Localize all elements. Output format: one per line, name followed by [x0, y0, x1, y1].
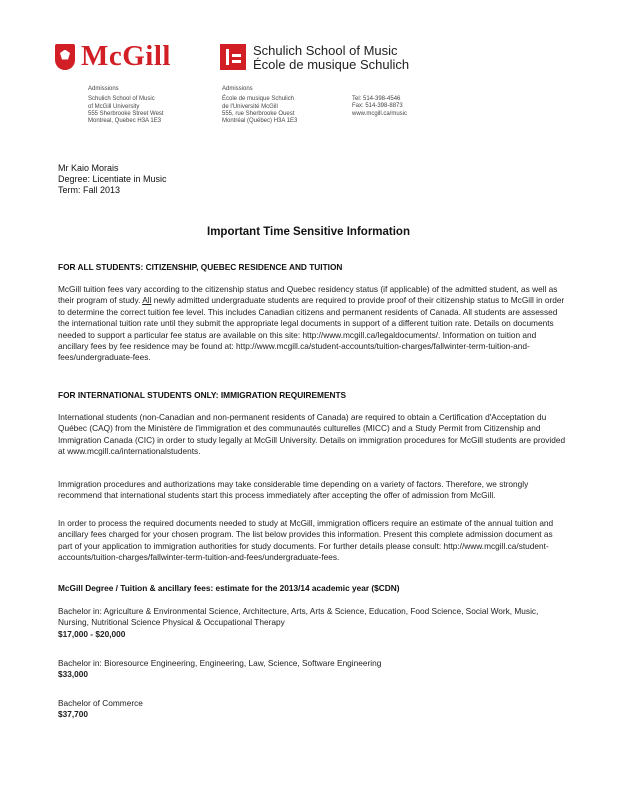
fee-programs: Bachelor in: Agriculture & Environmental Science, Architecture, Arts, Arts & Science, Education, Food Science, Social Work, Music, Nursing, Nutritional Science Physical & Occupational Therapy [58, 606, 539, 628]
document-title: Important Time Sensitive Information [207, 226, 410, 238]
fee-item [58, 658, 566, 681]
section-heading-immigration: FOR INTERNATIONAL STUDENTS ONLY: IMMIGRATION REQUIREMENTS [58, 390, 347, 400]
address-french: Admissions École de musique Schulich de l'Université McGill 555, rue Sherbrooke Ouest Montréal (Québec) H3A 1E3 [222, 86, 298, 125]
mcgill-crest-icon [55, 44, 75, 70]
all-emphasis: All [142, 295, 152, 306]
fee-amount: $37,700 [58, 709, 88, 720]
recipient-term: Term: Fall 2013 [58, 185, 121, 195]
recipient-name: Mr Kaio Morais [58, 163, 119, 173]
fee-amount: $17,000 - $20,000 [58, 628, 126, 639]
fee-item [58, 698, 566, 721]
schulich-name-en: Schulich School of Music [253, 43, 398, 58]
immigration-paragraph-3: In order to process the required documents needed to study at McGill, immigration officers require an estimate of the annual tuition and ancillary fees charged for your chosen program. The list below provides this information. Present this complete admission document as part of your application to immigration authorities for study documents. For further details please consult: http://www.mcgill.ca/student-accounts/tuition-charges/fallwinter-term-tuition-and-fees/undergraduate-fees. [58, 518, 554, 563]
mcgill-logo [55, 42, 171, 71]
schulich-mark-icon [220, 44, 246, 70]
immigration-paragraph-1: International students (non-Canadian and non-permanent residents of Canada) are required to obtain a Certification d'Acceptation du Québec (CAQ) from the Ministère de l'immigration et des communautés culturelles (MICC) and a Study Permit from Citizenship and Immigration Canada (CIC) in order to study legally at McGill University. Details on immigration procedures for McGill students are provided at www.mcgill.ca/internationalstudents. [58, 412, 566, 457]
schulich-name-fr: École de musique Schulich [253, 57, 410, 72]
section-heading-citizenship: FOR ALL STUDENTS: CITIZENSHIP, QUEBEC RESIDENCE AND TUITION [58, 262, 343, 272]
fee-programs: Bachelor of Commerce [58, 698, 143, 708]
recipient-block [58, 163, 167, 196]
contact-info: Tel: 514-398-4546 Fax: 514-398-8873 www.mcgill.ca/music [352, 96, 408, 117]
fee-programs: Bachelor in: Bioresource Engineering, Engineering, Law, Science, Software Engineering [58, 658, 382, 668]
citizenship-paragraph: McGill tuition fees vary according to the citizenship status and Quebec residency status (if applicable) of the admitted student, as well as their program of study. All newly admitted undergraduate students are required to provide proof of their citizenship status to McGill in order to determine the correct tuition fee level. This includes Canadian citizens and permanent residents of Canada. All students are assessed the international tuition rate until they submit the appropriate legal documents in support of a different tuition rate. Details on documents needed to support a particular fee status are available on this site: http://www.mcgill.ca/legaldocuments/. Information on tuition and ancillary fees by fee residence may be found at: http://www.mcgill.ca/student-accounts/tuition-charges/fallwinter-term-tuition-and-fees/undergraduate-fees. [58, 284, 565, 363]
schulich-logo [220, 44, 409, 72]
immigration-paragraph-2: Immigration procedures and authorizations may take considerable time depending on a variety of factors. Therefore, we strongly recommend that international students start this process immediately after accepting the offer of admission from McGill. [58, 479, 529, 501]
address-english: Admissions Schulich School of Music of McGill University 555 Sherbrooke Street West Montreal, Quebec H3A 1E3 [88, 86, 164, 125]
fee-amount: $33,000 [58, 669, 88, 680]
fee-item [58, 606, 566, 640]
fees-heading: McGill Degree / Tuition & ancillary fees: estimate for the 2013/14 academic year ($CDN) [58, 583, 400, 593]
mcgill-wordmark: McGill [81, 40, 171, 72]
recipient-degree: Degree: Licentiate in Music [58, 174, 167, 184]
